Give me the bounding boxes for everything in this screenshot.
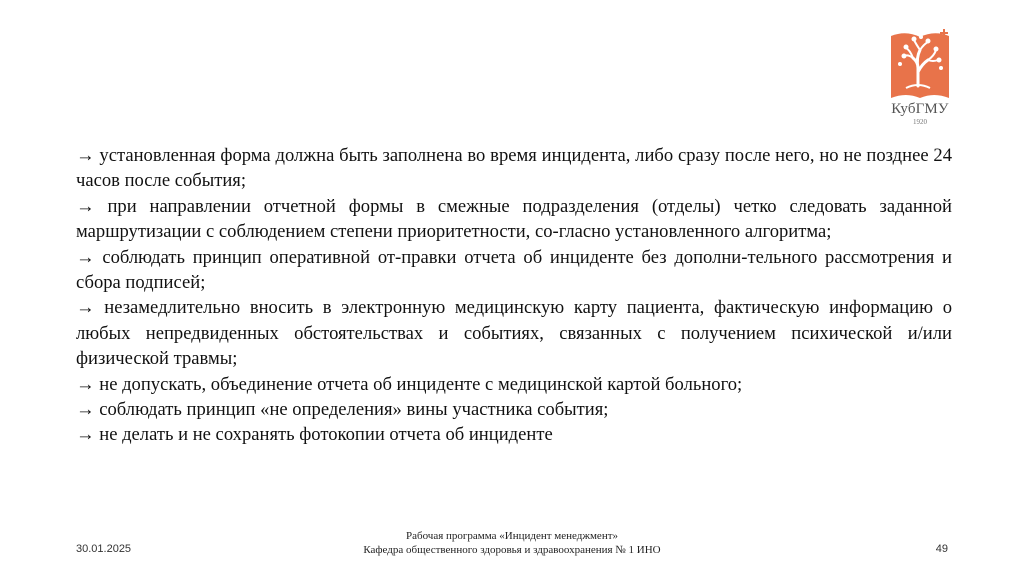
list-item: → при направлении отчетной формы в смежные подразделения (отделы) четко следовать заданной маршрутизации с соблюдением степени приоритетности, со-гласно установленного алгоритма; bbox=[76, 195, 952, 243]
footer-date: 30.01.2025 bbox=[76, 543, 132, 555]
list-item: → незамедлительно вносить в электронную медицинскую карту пациента, фактическую информацию о любых непредвиденных обстоятельствах и событиях, связанных с получением психической и/или физической травмы; bbox=[76, 297, 952, 370]
university-logo-year: 1920 bbox=[913, 118, 927, 126]
slide-body bbox=[76, 143, 952, 448]
list-item: → не делать и не сохранять фотокопии отчета об инциденте bbox=[76, 424, 553, 446]
list-item: → не допускать, объединение отчета об инциденте с медицинской картой больного; bbox=[76, 373, 743, 395]
page-number: 49 bbox=[935, 543, 948, 555]
university-tree-book-icon bbox=[888, 28, 952, 102]
university-logo bbox=[888, 28, 952, 126]
university-logo-name: КубГМУ bbox=[891, 101, 949, 117]
list-item: → установленная форма должна быть заполнена во время инцидента, либо сразу после него, но не позднее 24 часов после события; bbox=[76, 145, 952, 192]
footer-caption bbox=[312, 529, 712, 557]
list-item: → соблюдать принцип оперативной от-правки отчета об инциденте без дополни-тельного рассмотрения и сбора подписей; bbox=[76, 246, 952, 294]
footer-program-title: Рабочая программа «Инцидент менеджмент» bbox=[405, 530, 619, 542]
list-item: → соблюдать принцип «не определения» вины участника события; bbox=[76, 399, 609, 421]
footer-department: Кафедра общественного здоровья и здравоохранения № 1 ИНО bbox=[363, 544, 661, 556]
